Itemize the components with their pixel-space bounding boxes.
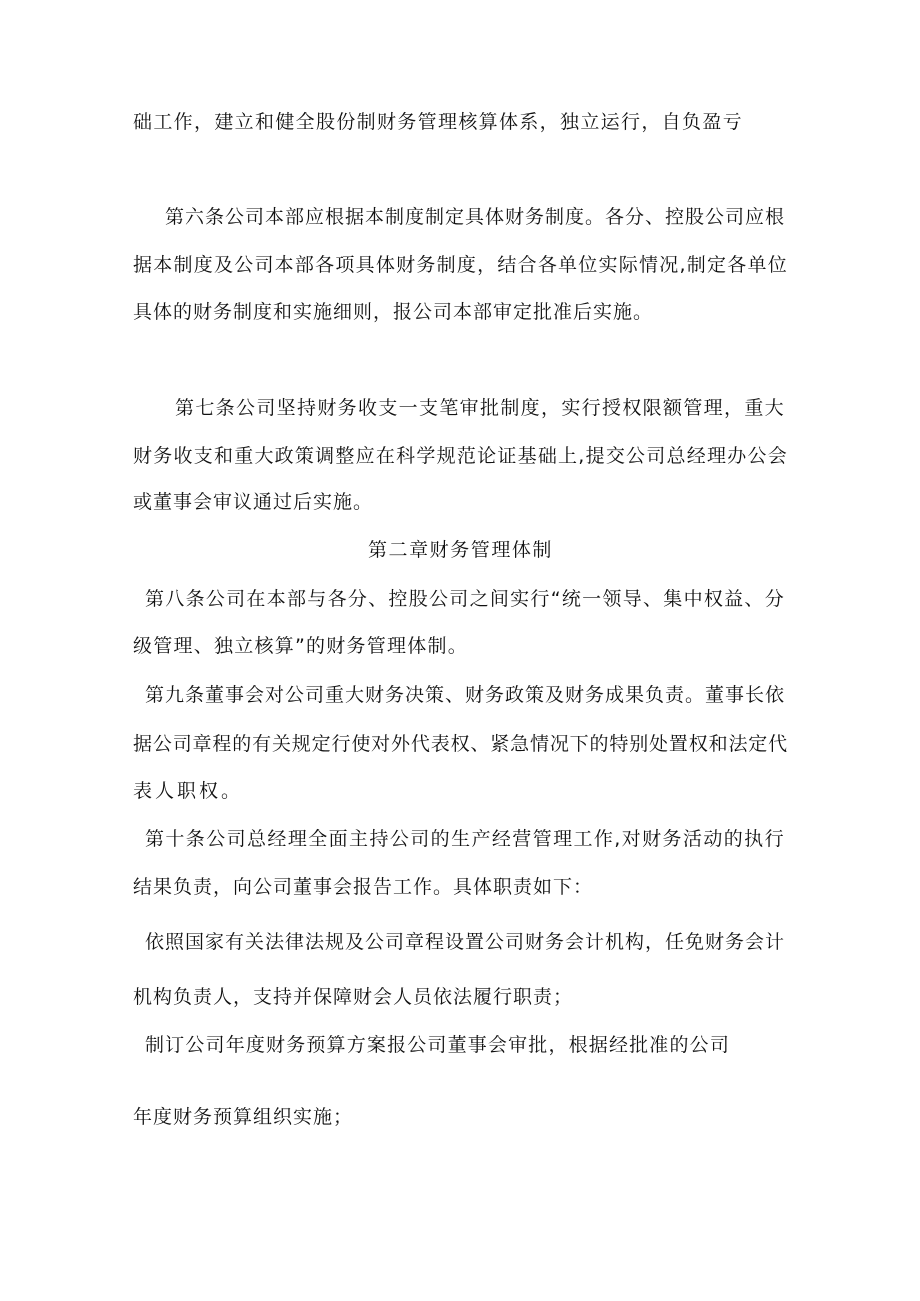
paragraph-line: 级管理、独立核算”的财务管理体制。 [133, 635, 468, 657]
paragraph-line: 据公司章程的有关规定行使对外代表权、紧急情况下的特别处置权和法定代 [133, 733, 788, 755]
paragraph-line: 第八条公司在本部与各分、控股公司之间实行“统一领导、集中权益、分 [145, 588, 785, 610]
paragraph-line: 年度财务预算组织实施； [133, 1106, 353, 1128]
paragraph-line: 第十条公司总经理全面主持公司的生产经营管理工作,对财务活动的执行 [145, 828, 785, 850]
paragraph-line: 或董事会审议通过后实施。 [133, 491, 373, 513]
paragraph-line: 第七条公司坚持财务收支一支笔审批制度，实行授权限额管理，重大 [175, 397, 785, 419]
paragraph-line: 机构负责人，支持并保障财会人员依法履行职责； [133, 986, 573, 1008]
paragraph-line: 表人职权。 [133, 780, 243, 802]
chapter-heading: 第二章财务管理体制 [368, 539, 553, 561]
paragraph-line: 依照国家有关法律法规及公司章程设置公司财务会计机构，任免财务会计 [145, 931, 785, 953]
paragraph-line: 制订公司年度财务预算方案报公司董事会审批，根据经批准的公司 [145, 1034, 730, 1056]
paragraph-line: 第六条公司本部应根据本制度制定具体财务制度。各分、控股公司应根 [165, 206, 785, 228]
paragraph-line: 础工作，建立和健全股份制财务管理核算体系，独立运行，自负盈亏 [133, 111, 743, 133]
paragraph-line: 财务收支和重大政策调整应在科学规范论证基础上,提交公司总经理办公会 [133, 445, 788, 467]
paragraph-line: 具体的财务制度和实施细则，报公司本部审定批准后实施。 [133, 301, 653, 323]
paragraph-line: 第九条董事会对公司重大财务决策、财务政策及财务成果负责。董事长依 [145, 684, 785, 706]
paragraph-line: 据本制度及公司本部各项具体财务制度，结合各单位实际情况,制定各单位 [133, 254, 788, 276]
paragraph-line: 结果负责，向公司董事会报告工作。具体职责如下： [133, 876, 593, 898]
